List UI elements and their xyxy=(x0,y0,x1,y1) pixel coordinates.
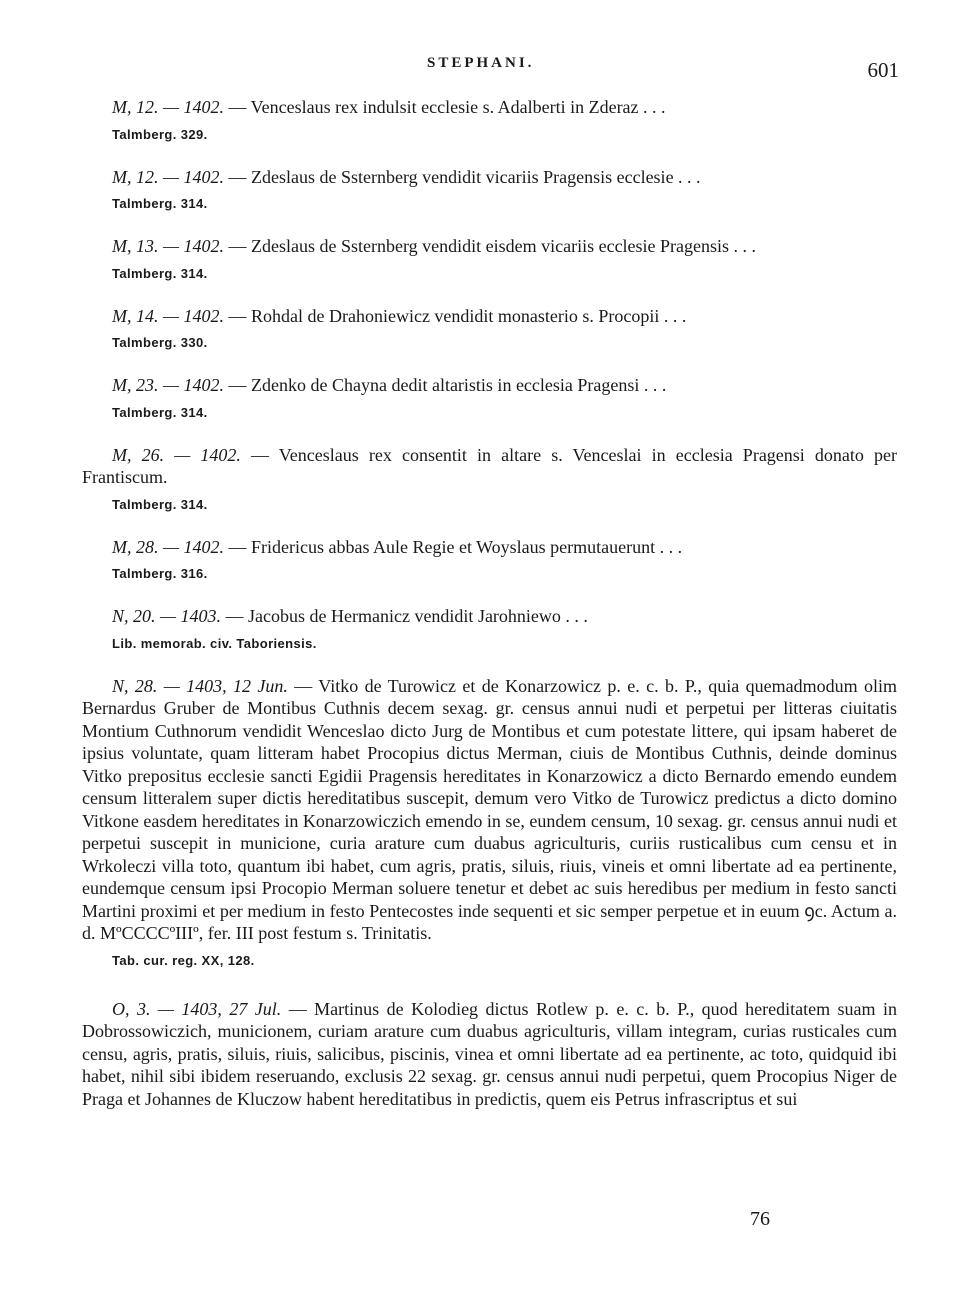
entry xyxy=(82,675,897,970)
entry-date: O, 3. — 1403, 27 Jul. xyxy=(112,998,282,1019)
entry-date: M, 12. — 1402. xyxy=(112,97,224,117)
entry-text xyxy=(82,444,897,489)
entry-text xyxy=(82,166,897,189)
entry-text xyxy=(82,305,897,328)
entry-date: M, 28. — 1402. xyxy=(112,536,224,557)
entry-text xyxy=(82,235,897,258)
running-title: STEPHANI. xyxy=(427,55,535,71)
entry-body: — Vitko de Turowicz et de Konarzowicz p. e. c. b. P., quia quemadmodum olim Bernardus Gruber de Montibus Cuthnis decem sexag. gr. census annui nudi et perpetui per litteras ciuitatis Montium Cuthnorum vendidit Wenceslao dicto Jurg de Montibus et cum potestate littere, qui ipsam haberet de ipsius voluntate, quam litteram habet Procopius dictus Merman, ciuis de Montibus Cuthnis, deinde dominus Vitko prepositus ecclesie sancti Egidii Pragensis hereditates in Konarzowicz a dicto Bernardo emendo eundem censum litteralem super dictis hereditatibus suscepit, demum vero Vitko de Turowicz predictus a dicto domino Vitkone easdem hereditates in Konarzowiczich emendo in se, eundem censum, 10 sexag. gr. census annui nudi et perpetui suscepit in municione, curia arature cum duabus agriculturis, curiis rusticalibus cum censu et in Wrkoleczi villa toto, quantum ibi habet, cum agris, pratis, siluis, riuis, vineis et omni libertate ad ea pertinente, eundemque censum ipsi Procopio Merman soluere tenetur et debet ac suis heredibus per medium in festo sancti Martini proximi et per medium in festo Pentecostes inde sequenti et sic semper perpetue et in euum ꝯc. Actum a. d. MºCCCCºIIIº, fer. III post festum s. Trinitatis. xyxy=(82,675,897,943)
signature-mark: 76 xyxy=(750,1208,770,1230)
entry-body: — Jacobus de Hermanicz vendidit Jarohniewo . . . xyxy=(221,606,588,626)
entry-source: Talmberg. 314. xyxy=(112,265,208,281)
entry-body: — Zdeslaus de Ssternberg vendidit eisdem vicariis ecclesie Pragensis . . . xyxy=(224,236,757,256)
entry-body: — Fridericus abbas Aule Regie et Woyslaus permutauerunt . . . xyxy=(224,536,683,557)
entry-body: — Venceslaus rex indulsit ecclesie s. Adalberti in Zderaz . . . xyxy=(224,97,666,117)
entry-text xyxy=(82,998,897,1111)
entry-source: Talmberg. 329. xyxy=(112,126,208,142)
entry-date: M, 12. — 1402. xyxy=(112,166,224,187)
entry-text xyxy=(82,675,897,945)
entry-date: M, 26. — 1402. xyxy=(112,444,241,465)
entry-source: Talmberg. 314. xyxy=(112,496,208,512)
entry-text xyxy=(82,605,897,628)
entry xyxy=(82,605,897,653)
entry-source: Talmberg. 316. xyxy=(112,566,208,581)
entry-date: M, 13. — 1402. xyxy=(112,236,224,256)
entry xyxy=(82,998,897,1111)
entry-date: N, 20. — 1403. xyxy=(112,606,222,626)
page-header xyxy=(82,55,899,82)
entries-list xyxy=(82,96,897,1110)
entry-body: — Rohdal de Drahoniewicz vendidit monasterio s. Procopii . . . xyxy=(224,305,687,326)
entry-body: — Martinus de Kolodieg dictus Rotlew p. e. c. b. P., quod hereditatem suam in Dobrossowiczich, municionem, curiam arature cum duabus agriculturis, villam integram, curias rusticales cum censu, agris, pratis, siluis, riuis, salicibus, piscinis, vinea et omni libertate ad ea pertinente, ac toto, quidquid ibi habet, nihil sibi ibidem reseruando, exclusis 22 sexag. gr. census annui nudi perpetui, quem Procopius Niger de Praga et Johannes de Kluczow habent hereditatibus in predictis, quem eis Petrus infrascriptus et sui xyxy=(82,998,897,1109)
entry-date: M, 14. — 1402. xyxy=(112,305,224,326)
entry-body: — Zdenko de Chayna dedit altaristis in ecclesia Pragensi . . . xyxy=(224,375,667,395)
entry-source: Lib. memorab. civ. Taboriensis. xyxy=(112,635,317,651)
entry xyxy=(82,305,897,353)
entry xyxy=(82,235,897,283)
entry-body: — Venceslaus rex consentit in altare s. Venceslai in ecclesia Pragensi donato per Frantiscum. xyxy=(82,444,898,487)
entry-date: N, 28. — 1403, 12 Jun. xyxy=(112,675,288,696)
entry-body: — Zdeslaus de Ssternberg vendidit vicariis Pragensis ecclesie . . . xyxy=(224,166,701,187)
entry-text xyxy=(82,374,897,397)
entry-text xyxy=(82,96,897,119)
entry-source: Talmberg. 330. xyxy=(112,335,208,350)
entry-source: Tab. cur. reg. XX, 128. xyxy=(112,952,255,968)
page-number: 601 xyxy=(867,58,899,82)
entry xyxy=(82,374,897,422)
entry-text xyxy=(82,536,897,559)
entry-date: M, 23. — 1402. xyxy=(112,375,224,395)
document-page xyxy=(82,0,897,1299)
entry xyxy=(82,166,897,214)
entry xyxy=(82,444,897,514)
entry-source: Talmberg. 314. xyxy=(112,196,208,211)
entry-source: Talmberg. 314. xyxy=(112,404,208,420)
entry xyxy=(82,96,897,144)
entry xyxy=(82,536,897,584)
